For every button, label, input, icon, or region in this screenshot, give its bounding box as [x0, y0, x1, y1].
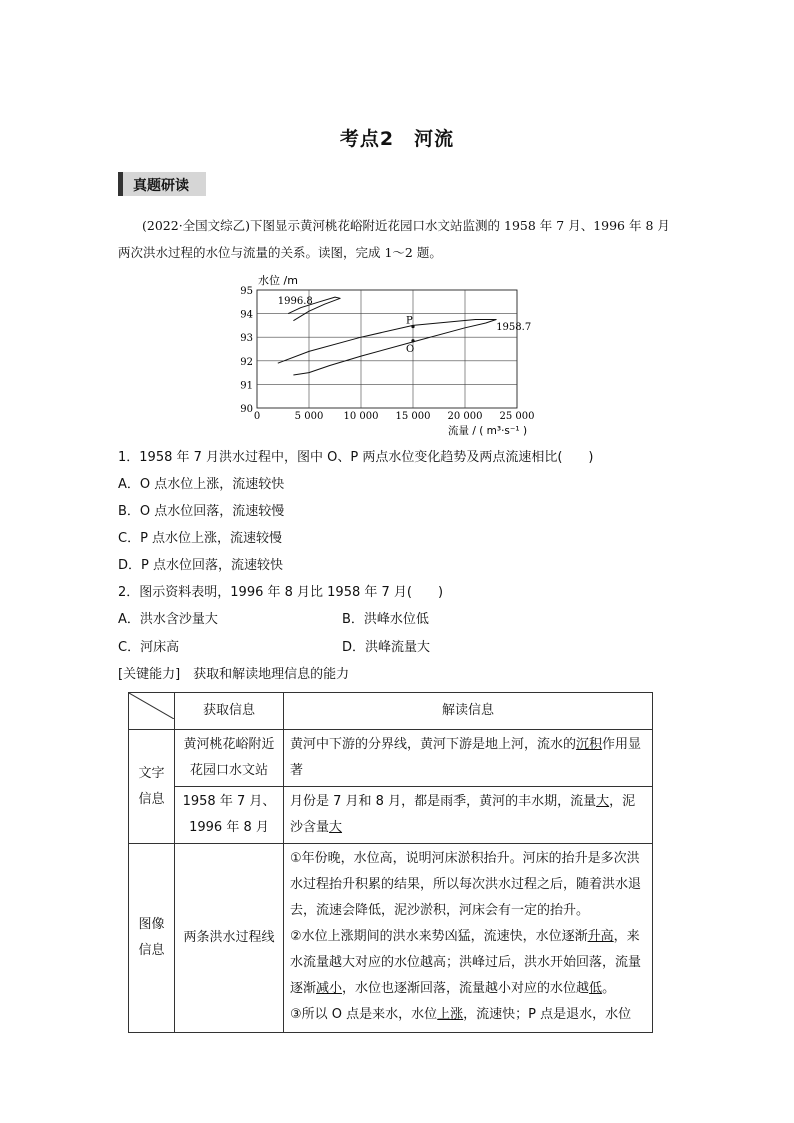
series-label-1958.7: 1958.7 — [496, 322, 532, 334]
row3-p2-d: 。 — [602, 981, 616, 996]
row2-text-a: 月份是 7 月和 8 月，都是雨季，黄河的丰水期，流量 — [290, 794, 597, 809]
y-tick-label: 94 — [240, 309, 253, 321]
row3-p2-c: ，水位也逐渐回落，流量越小对应的水位越 — [342, 981, 590, 996]
row3-paragraph-2 — [290, 924, 646, 1002]
x-tick-label: 25 000 — [499, 411, 535, 422]
q2-option-d[interactable]: D．洪峰流量大 — [342, 640, 431, 655]
y-tick-label: 93 — [240, 333, 253, 345]
header-get-info: 获取信息 — [175, 693, 284, 730]
y-axis-label: 水位 /m — [258, 274, 298, 287]
analysis-table — [128, 692, 653, 1033]
row2-text-b: ，泥沙含量 — [290, 794, 636, 835]
question-2: 2．图示资料表明，1996 年 8 月比 1958 年 7 月( ) — [118, 585, 444, 600]
table-row — [129, 844, 653, 1033]
q1-option-c[interactable]: C．P 点水位上涨，流速较慢 — [118, 531, 283, 546]
row1-underline: 沉积 — [576, 737, 603, 752]
row2-interpret — [284, 787, 653, 844]
q1-option-a[interactable]: A．O 点水位上涨，流速较快 — [118, 477, 285, 492]
y-tick-label: 92 — [240, 356, 253, 368]
series-line-1958.7 — [278, 320, 496, 376]
row3-interpret — [284, 844, 653, 1033]
row1-get: 黄河桃花峪附近花园口水文站 — [175, 730, 284, 787]
x-tick-label: 10 000 — [343, 411, 379, 422]
row3-p2-underline-3: 低 — [589, 981, 603, 996]
question-1: 1．1958 年 7 月洪水过程中，图中 O、P 两点水位变化趋势及两点流速相比( ) — [118, 450, 594, 465]
water-level-chart — [240, 272, 550, 440]
q2-option-b[interactable]: B．洪峰水位低 — [342, 612, 429, 627]
diagonal-header-cell — [129, 693, 175, 730]
row2-underline-1: 大 — [596, 794, 610, 809]
q1-option-b[interactable]: B．O 点水位回落，流速较慢 — [118, 504, 285, 519]
series-label-1996.8: 1996.8 — [277, 296, 313, 308]
text-info-label: 文字 信息 — [129, 730, 175, 844]
y-tick-label: 91 — [240, 380, 253, 392]
x-tick-label: 5 000 — [294, 411, 324, 422]
q2-option-a[interactable]: A．洪水含沙量大 — [118, 612, 218, 627]
table-row — [129, 730, 653, 787]
key-ability: [关键能力] 获取和解读地理信息的能力 — [118, 667, 350, 682]
row3-p3-a: ③所以 O 点是来水，水位 — [290, 1007, 438, 1022]
y-tick-label: 90 — [240, 404, 253, 415]
row1-interpret — [284, 730, 653, 787]
row2-get: 1958 年 7 月、1996 年 8 月 — [175, 787, 284, 844]
x-axis-label: 流量 / ( m³·s⁻¹ ) — [448, 425, 528, 437]
page-title: 考点2 河流 — [339, 128, 455, 150]
section-badge — [118, 172, 206, 196]
row3-p2-underline-1: 升高 — [587, 929, 614, 944]
row1-text-b: 作用显著 — [290, 737, 642, 778]
intro-paragraph: (2022·全国文综乙)下图显示黄河桃花峪附近花园口水文站监测的 1958 年 7 月、1996 年 8 月两次洪水过程的水位与流量的关系。读图，完成 1～2 题。 — [118, 218, 670, 260]
table-header-row — [129, 693, 653, 730]
q2-option-c[interactable]: C．河床高 — [118, 640, 180, 655]
point-marker-O — [411, 339, 414, 342]
row3-p3-b: ，流速快；P 点是退水，水位 — [463, 1007, 632, 1022]
row3-paragraph-1: ①年份晚，水位高，说明河床淤积抬升。河床的抬升是多次洪水过程抬升积累的结果，所以每次洪水过程之后，随着洪水退去，流速会降低，泥沙淤积，河床会有一定的抬升。 — [290, 851, 642, 918]
row2-underline-2: 大 — [329, 820, 343, 835]
x-tick-label: 15 000 — [395, 411, 431, 422]
y-tick-label: 95 — [240, 286, 253, 297]
image-info-label: 图像 信息 — [129, 844, 175, 1033]
q1-option-d[interactable]: D．P 点水位回落，流速较快 — [118, 558, 283, 573]
point-label-P: P — [406, 315, 413, 327]
row3-paragraph-3 — [290, 1002, 646, 1028]
x-tick-label: 20 000 — [447, 411, 483, 422]
header-interpret-info: 解读信息 — [284, 693, 653, 730]
table-row — [129, 787, 653, 844]
row3-p2-a: ②水位上涨期间的洪水来势凶猛，流速快，水位逐渐 — [290, 929, 588, 944]
row3-p3-underline: 上涨 — [437, 1007, 464, 1022]
badge-bar — [118, 172, 123, 196]
section-badge-label: 真题研读 — [133, 178, 189, 194]
row1-text-a: 黄河中下游的分界线，黄河下游是地上河，流水的 — [290, 737, 577, 752]
row3-p2-b: ，来水流量越大对应的水位越高；洪峰过后，洪水开始回落，流量逐渐 — [290, 929, 642, 996]
row3-get: 两条洪水过程线 — [175, 844, 284, 1033]
point-label-O: O — [406, 343, 415, 355]
row3-p2-underline-2: 减小 — [316, 981, 343, 996]
diagonal-line — [129, 693, 174, 719]
x-tick-label: 0 — [253, 411, 261, 422]
